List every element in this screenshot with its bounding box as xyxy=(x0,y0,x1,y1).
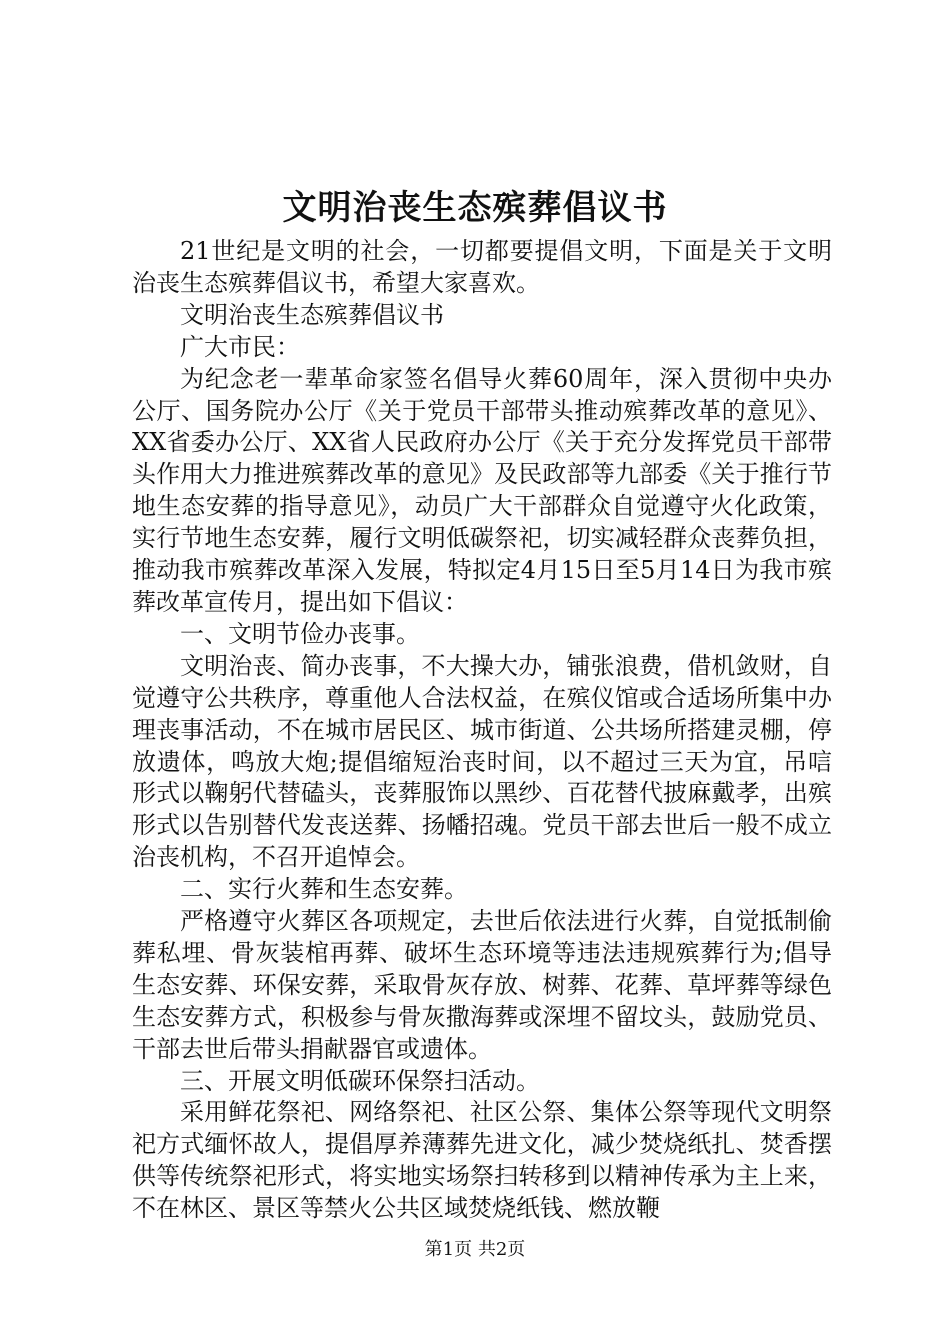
page-footer: 第1页 共2页 xyxy=(424,1239,526,1260)
section-heading-1: 一、文明节俭办丧事。 xyxy=(180,619,420,648)
section-paragraph-1: 文明治丧、简办丧事，不大操大办，铺张浪费，借机敛财，自觉遵守公共秩序，尊重他人合法权益，在殡仪馆或合适场所集中办理丧事活动，不在城市居民区、城市街道、公共场所搭建灵棚，停放遗体，鸣放大炮;提倡缩短治丧时间，以不超过三天为宜，吊唁形式以鞠躬代替磕头，丧葬服饰以黑纱、百花替代披麻戴孝，出殡形式以告别替代发丧送葬、扬幡招魂。党员干部去世后一般不成立治丧机构，不召开追悼会。 xyxy=(132,651,832,872)
preamble-paragraph: 为纪念老一辈革命家签名倡导火葬60周年，深入贯彻中央办公厅、国务院办公厅《关于党员干部带头推动殡葬改革的意见》、XX省委办公厅、XX省人民政府办公厅《关于充分发挥党员干部带头作用大力推进殡葬改革的意见》及民政部等九部委《关于推行节地生态安葬的指导意见》，动员广大干部群众自觉遵守火化政策，实行节地生态安葬，履行文明低碳祭祀，切实减轻群众丧葬负担，推动我市殡葬改革深入发展，特拟定4月15日至5月14日为我市殡葬改革宣传月，提出如下倡议： xyxy=(132,364,832,616)
salutation: 广大市民： xyxy=(180,332,300,361)
section-paragraph-2: 严格遵守火葬区各项规定，去世后依法进行火葬，自觉抵制偷葬私埋、骨灰装棺再葬、破坏生态环境等违法违规殡葬行为;倡导生态安葬、环保安葬，采取骨灰存放、树葬、花葬、草坪葬等绿色生态安葬方式，积极参与骨灰撒海葬或深埋不留坟头，鼓励党员、干部去世后带头捐献器官或遗体。 xyxy=(132,907,832,1063)
section-heading-2: 二、实行火葬和生态安葬。 xyxy=(180,875,468,904)
document-title: 文明治丧生态殡葬倡议书 xyxy=(282,188,668,228)
document-body xyxy=(132,236,832,1225)
intro-paragraph: 21世纪是文明的社会，一切都要提倡文明，下面是关于文明治丧生态殡葬倡议书，希望大家喜欢。 xyxy=(132,237,832,297)
section-paragraph-3: 采用鲜花祭祀、网络祭祀、社区公祭、集体公祭等现代文明祭祀方式缅怀故人，提倡厚养薄葬先进文化，减少焚烧纸扎、焚香摆供等传统祭祀形式，将实地实场祭扫转移到以精神传承为主上来，不在林区、景区等禁火公共区域焚烧纸钱、燃放鞭 xyxy=(132,1098,832,1223)
subtitle-line: 文明治丧生态殡葬倡议书 xyxy=(180,300,444,329)
section-heading-3: 三、开展文明低碳环保祭扫活动。 xyxy=(180,1066,540,1095)
